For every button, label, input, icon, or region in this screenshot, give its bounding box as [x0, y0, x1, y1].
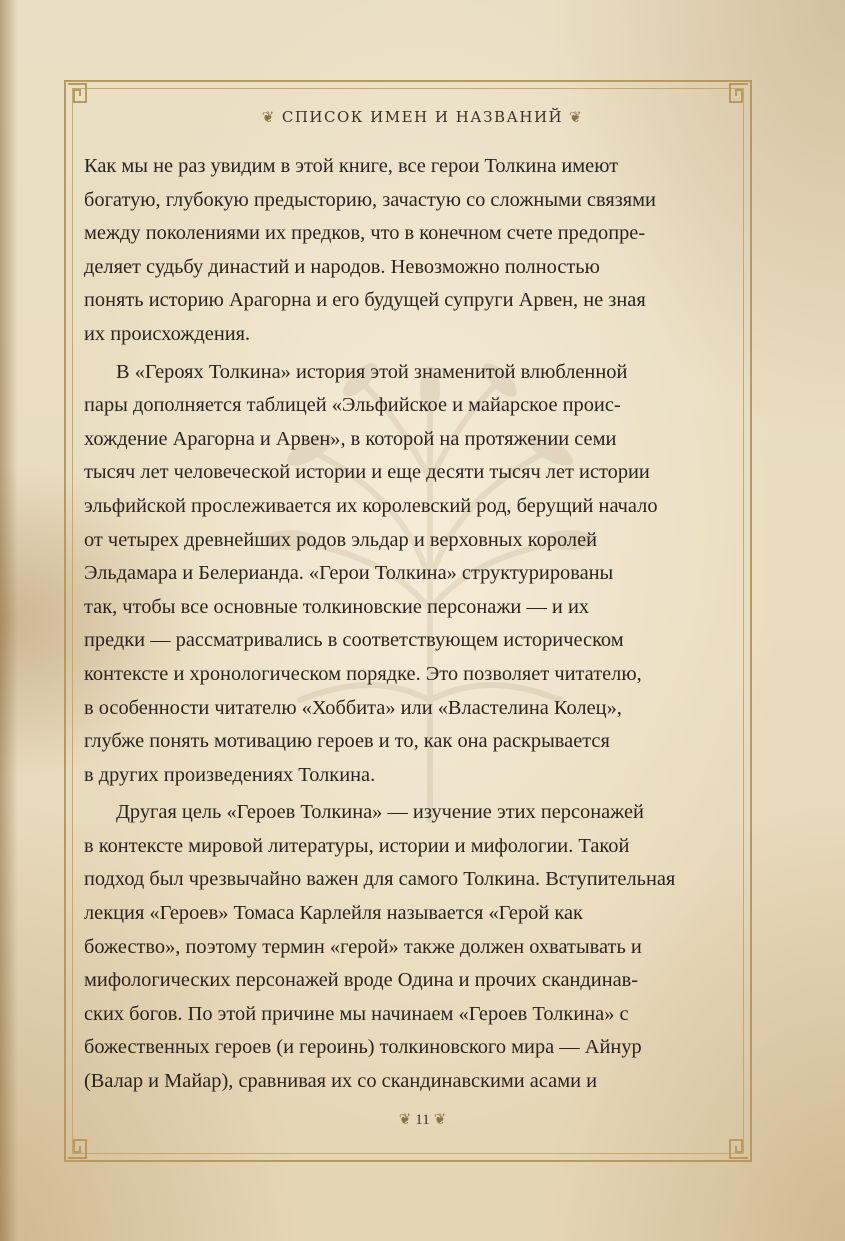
page-number-value: 11: [415, 1112, 430, 1128]
text-line: ских богов. По этой причине мы начинаем «Героев Толкина» с: [84, 1002, 629, 1025]
running-head-title: СПИСОК ИМЕН И НАЗВАНИЙ: [281, 108, 564, 126]
paragraph-3: [84, 796, 704, 1098]
text-line: их происхождения.: [84, 322, 251, 345]
frame-corner-ornament-icon: [66, 1138, 88, 1160]
text-line: В «Героях Толкина» история этой знаменитой влюбленной: [116, 360, 628, 383]
text-line: мифологических персонажей вроде Одина и прочих скандинав-: [84, 969, 639, 992]
text-line: контексте и хронологическом порядке. Это позволяет читателю,: [84, 662, 642, 685]
paragraph-2: [84, 356, 704, 793]
text-line: от четырех древнейших родов эльдар и верховных королей: [84, 528, 598, 551]
laurel-right-icon: ❦: [433, 1112, 447, 1128]
text-line: богатую, глубокую предысторию, зачастую со сложными связями: [84, 188, 656, 211]
body-text: [84, 150, 704, 1099]
text-line: глубже понять мотивацию героев и то, как она раскрывается: [84, 730, 610, 753]
text-line: в особенности читателю «Хоббита» или «Властелина Колец»,: [84, 696, 622, 719]
laurel-right-icon: ❦: [569, 108, 584, 126]
laurel-left-icon: ❦: [261, 108, 276, 126]
text-line: хождение Арагорна и Арвен», в которой на протяжении семи: [84, 427, 617, 450]
laurel-left-icon: ❦: [398, 1112, 412, 1128]
page-spine-shadow: [0, 0, 18, 1241]
text-line: божество», поэтому термин «герой» также должен охватывать и: [84, 935, 642, 958]
text-line: лекция «Героев» Томаса Карлейля называется «Герой как: [84, 902, 583, 925]
paragraph-1: [84, 150, 704, 352]
running-head: [0, 108, 845, 126]
text-line: так, чтобы все основные толкиновские персонажи — и их: [84, 595, 590, 618]
text-line: тысяч лет человеческой истории и еще десяти тысяч лет истории: [84, 461, 650, 484]
frame-corner-ornament-icon: [66, 82, 88, 104]
text-line: Эльдамара и Белерианда. «Герои Толкина» структурированы: [84, 562, 614, 585]
text-line: в других произведениях Толкина.: [84, 763, 376, 786]
frame-corner-ornament-icon: [728, 82, 750, 104]
text-line: подход был чрезвычайно важен для самого Толкина. Вступительная: [84, 868, 676, 891]
text-line: деляет судьбу династий и народов. Невозможно полностью: [84, 255, 600, 278]
text-line: (Валар и Майар), сравнивая их со скандинавскими асами и: [84, 1070, 598, 1093]
frame-corner-ornament-icon: [728, 1138, 750, 1160]
text-line: между поколениями их предков, что в конечном счете предопре-: [84, 222, 646, 245]
text-line: Как мы не раз увидим в этой книге, все герои Толкина имеют: [84, 155, 619, 177]
text-line: в контексте мировой литературы, истории и мифологии. Такой: [84, 834, 630, 857]
text-line: эльфийской прослеживается их королевский род, берущий начало: [84, 494, 658, 517]
text-line: предки — рассматривались в соответствующем историческом: [84, 629, 624, 652]
text-line: Другая цель «Героев Толкина» — изучение этих персонажей: [116, 801, 644, 824]
text-line: понять историю Арагорна и его будущей супруги Арвен, не зная: [84, 289, 646, 312]
text-line: пары дополняется таблицей «Эльфийское и майарское проис-: [84, 394, 621, 417]
page-number: [0, 1110, 845, 1129]
text-line: божественных героев (и героинь) толкиновского мира — Айнур: [84, 1036, 642, 1059]
